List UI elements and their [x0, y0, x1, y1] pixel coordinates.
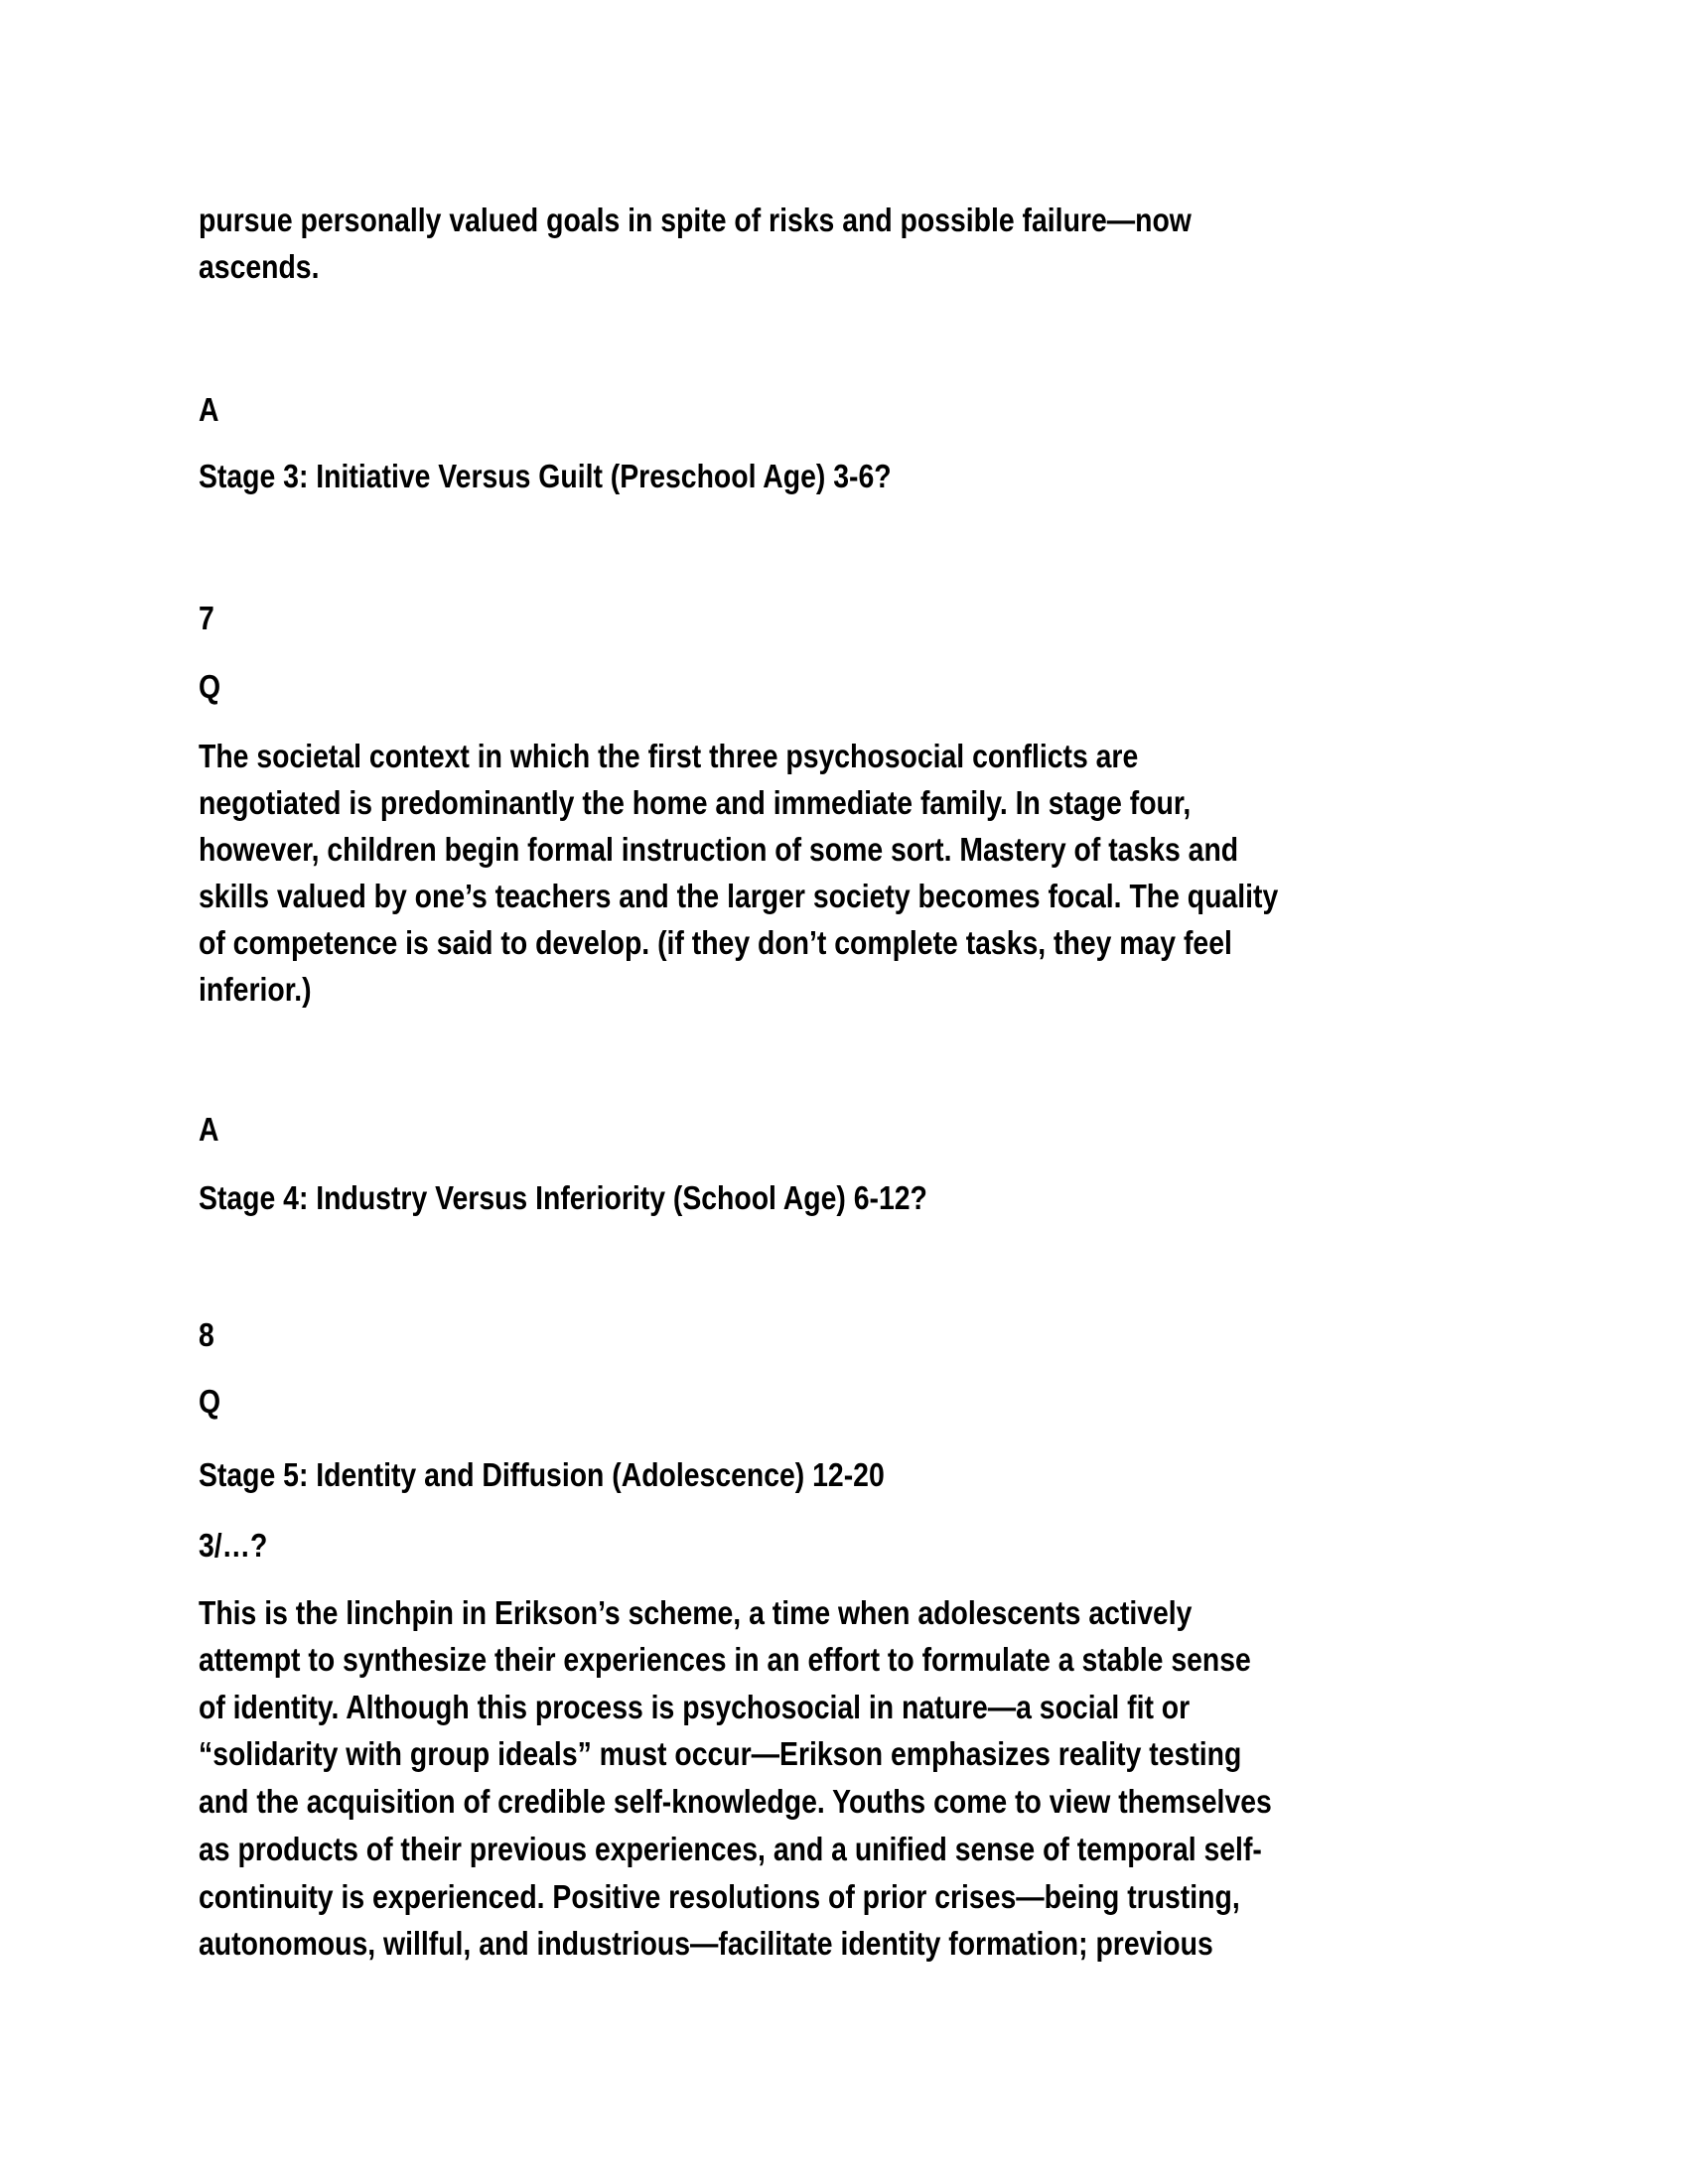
- paragraph-line: inferior.): [199, 971, 312, 1008]
- question-prompt: 3/…?: [199, 1527, 268, 1564]
- paragraph-line: continuity is experienced. Positive resolutions of prior crises—being trusting,: [199, 1878, 1240, 1915]
- answer-label: A: [199, 1111, 219, 1148]
- paragraph-line: This is the linchpin in Erikson’s scheme, a time when adolescents actively: [199, 1594, 1193, 1631]
- paragraph-line: autonomous, willful, and industrious—facilitate identity formation; previous: [199, 1925, 1213, 1962]
- paragraph-line: ascends.: [199, 248, 320, 285]
- card-number: 7: [199, 600, 214, 636]
- paragraph-line: pursue personally valued goals in spite of risks and possible failure—now: [199, 202, 1192, 238]
- question-label: Q: [199, 1383, 221, 1420]
- paragraph-line: and the acquisition of credible self-knowledge. Youths come to view themselves: [199, 1783, 1272, 1820]
- answer-text: Stage 3: Initiative Versus Guilt (Preschool Age) 3-6?: [199, 458, 892, 494]
- paragraph-line: of competence is said to develop. (if they don’t complete tasks, they may feel: [199, 924, 1232, 961]
- paragraph-line: as products of their previous experiences, and a unified sense of temporal self-: [199, 1831, 1262, 1867]
- answer-text: Stage 4: Industry Versus Inferiority (School Age) 6-12?: [199, 1179, 927, 1216]
- paragraph-line: skills valued by one’s teachers and the larger society becomes focal. The quality: [199, 878, 1279, 914]
- paragraph-line: attempt to synthesize their experiences in an effort to formulate a stable sense: [199, 1641, 1251, 1678]
- paragraph-line: “solidarity with group ideals” must occur—Erikson emphasizes reality testing: [199, 1735, 1242, 1772]
- question-label: Q: [199, 668, 221, 705]
- paragraph-line: of identity. Although this process is psychosocial in nature—a social fit or: [199, 1689, 1191, 1725]
- question-title: Stage 5: Identity and Diffusion (Adolescence) 12-20: [199, 1456, 885, 1493]
- paragraph-line: however, children begin formal instruction of some sort. Mastery of tasks and: [199, 831, 1239, 868]
- answer-label: A: [199, 391, 219, 428]
- paragraph-line: negotiated is predominantly the home and immediate family. In stage four,: [199, 784, 1192, 821]
- card-number: 8: [199, 1316, 214, 1353]
- paragraph-line: The societal context in which the first three psychosocial conflicts are: [199, 738, 1139, 774]
